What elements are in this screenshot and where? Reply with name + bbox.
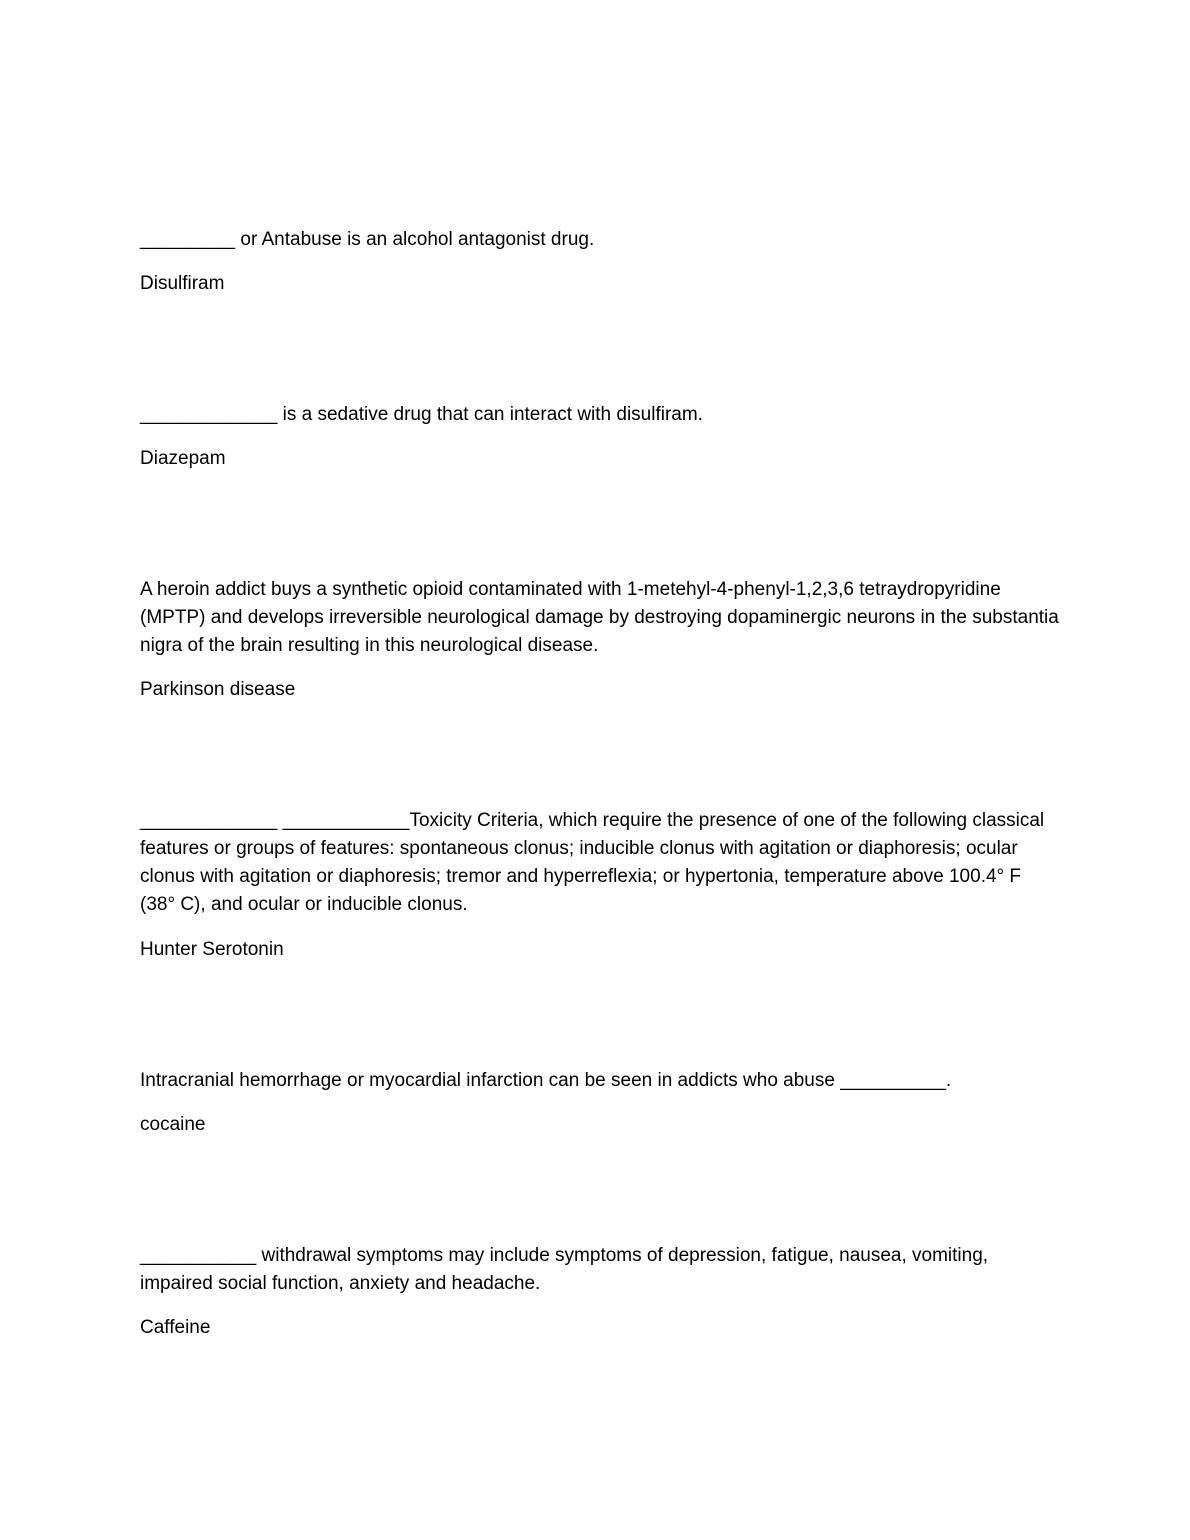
question-3: A heroin addict buys a synthetic opioid contaminated with 1-metehyl-4-phenyl-1,2,3,6 tetraydropyridine (MPTP) and develops irreversible neurological damage by destroying dopaminergic neurons in the substantia nigra of the brain resulting in this neurological disease. <box>140 579 1059 656</box>
answer-2: Diazepam <box>140 448 226 469</box>
question-5: Intracranial hemorrhage or myocardial infarction can be seen in addicts who abuse __________. <box>140 1070 952 1091</box>
answer-6: Caffeine <box>140 1317 211 1338</box>
answer-3: Parkinson disease <box>140 679 296 700</box>
question-4: _____________ ____________Toxicity Criteria, which require the presence of one of the following classical features or groups of features: spontaneous clonus; inducible clonus with agitation or diaphoresis; ocular clonus with agitation or diaphoresis; tremor and hyperreflexia; or hypertonia, temperature above 100.4° F (38° C), and ocular or inducible clonus. <box>140 810 1045 915</box>
answer-4: Hunter Serotonin <box>140 939 284 960</box>
question-6: ___________ withdrawal symptoms may include symptoms of depression, fatigue, nausea, vomiting, impaired social function, anxiety and headache. <box>140 1245 989 1294</box>
answer-1: Disulfiram <box>140 273 225 294</box>
question-1: _________ or Antabuse is an alcohol antagonist drug. <box>140 229 595 250</box>
question-2: _____________ is a sedative drug that can interact with disulfiram. <box>140 404 703 425</box>
answer-5: cocaine <box>140 1114 206 1135</box>
